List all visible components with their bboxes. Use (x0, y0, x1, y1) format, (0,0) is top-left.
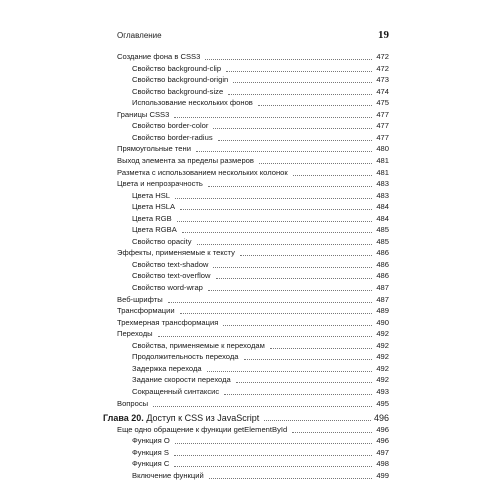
toc-page-number: 487 (376, 283, 389, 292)
toc-page-number: 486 (376, 271, 389, 281)
toc-entry-label: Границы CSS3 (117, 109, 170, 119)
toc-entry-label: Цвета RGBA (132, 225, 177, 235)
toc-page-number: 492 (376, 340, 389, 350)
toc-entry-label: Свойство text-shadow (132, 259, 209, 269)
toc-page-number: 485 (376, 225, 389, 235)
dot-leader (208, 289, 372, 291)
toc-entry-label: Свойство background-size (132, 86, 224, 96)
toc-entry-row (132, 236, 389, 248)
dot-leader (168, 301, 372, 303)
toc-entry-label: Цвета HSL (132, 190, 171, 200)
dot-leader (175, 197, 372, 199)
toc-entry-label: Цвета и непрозрачность (117, 179, 203, 189)
toc-entry-label: Создание фона в CSS3 (117, 52, 201, 61)
dot-leader (153, 405, 372, 407)
dot-leader (177, 220, 372, 222)
toc-page-number: 483 (376, 179, 389, 189)
dot-leader (205, 58, 372, 60)
toc-entry-label: Свойство border-radius (132, 132, 213, 142)
toc-entry-label: Вопросы (117, 398, 149, 408)
toc-entry-label: Еще одно обращение к функции getElementById (117, 424, 288, 434)
running-header-title: Оглавление (117, 31, 162, 40)
dot-leader (197, 243, 372, 245)
toc-entry-row (132, 224, 389, 236)
toc-entry-label: Выход элемента за пределы размеров (117, 155, 254, 165)
toc-entry-label: Свойство word-wrap (132, 283, 203, 292)
toc-entry-row (117, 178, 389, 190)
toc-page-number: 499 (376, 470, 389, 480)
toc-page-number: 473 (376, 75, 389, 85)
toc-page-number: 492 (376, 329, 389, 339)
dot-leader (175, 442, 372, 444)
dot-leader (226, 70, 372, 72)
toc-page-number: 492 (376, 352, 389, 362)
dot-leader (180, 208, 372, 210)
dot-leader (174, 465, 372, 467)
dot-leader (174, 454, 372, 456)
toc-entry-row (132, 470, 389, 482)
dot-leader (180, 312, 372, 314)
toc-entry-row (132, 363, 389, 375)
toc-page-number: 486 (376, 248, 389, 258)
dot-leader (233, 81, 372, 83)
toc-entry-row (117, 398, 389, 410)
page-number: 19 (378, 29, 389, 41)
dot-leader (213, 127, 372, 129)
dot-leader (264, 419, 371, 421)
toc-page-number: 497 (376, 447, 389, 457)
toc-page-number: 490 (376, 317, 389, 327)
dot-leader (270, 347, 372, 349)
toc-entry-row (132, 201, 389, 213)
toc-entry-label: Свойства, применяемые к переходам (132, 340, 265, 350)
toc-page-number: 474 (376, 86, 389, 96)
dot-leader (196, 150, 372, 152)
toc-entry-label: Свойство text-overflow (132, 271, 211, 281)
dot-leader (218, 139, 372, 141)
dot-leader (207, 370, 372, 372)
toc-page-number: 495 (376, 398, 389, 408)
toc-entry-label: Разметка с использованием нескольких колонок (117, 167, 288, 177)
toc-entry-row (132, 340, 389, 352)
dot-leader (292, 431, 372, 433)
toc-entry-row (132, 447, 389, 459)
toc-entry-row (117, 51, 389, 63)
toc-entry-label: Цвета RGB (132, 213, 172, 223)
toc-entry-label: Свойство background-clip (132, 63, 222, 73)
toc-page-number: 493 (376, 386, 389, 396)
toc-entry-label: Прямоугольные тени (117, 144, 191, 154)
toc-entry-label: Функция S (132, 447, 169, 457)
toc-entry-label: Функция O (132, 436, 170, 446)
toc-page-number: 492 (376, 375, 389, 385)
dot-leader (223, 324, 372, 326)
toc-entry-row (132, 282, 389, 294)
toc-entry-label: Свойство background-origin (132, 75, 229, 85)
toc-entry-label: Веб-шрифты (117, 294, 163, 304)
chapter-number: Глава 20. (103, 413, 144, 424)
toc-entry-row (132, 63, 389, 75)
toc-entry-label: Переходы (117, 329, 153, 339)
toc-page-number: 486 (376, 259, 389, 269)
toc-entry-label: Функция C (132, 459, 170, 469)
toc-entry-label: Цвета HSLA (132, 202, 176, 212)
toc-entry-row (132, 270, 389, 282)
toc-entry-row (117, 143, 389, 155)
toc-page-number: 475 (376, 98, 389, 108)
toc-page-number: 498 (376, 459, 389, 469)
toc-page-number: 477 (376, 109, 389, 119)
toc-entry-row (117, 247, 389, 259)
toc-entry-row (132, 259, 389, 271)
toc-page-number: 496 (376, 436, 389, 446)
dot-leader (258, 104, 372, 106)
toc-entry-row (132, 435, 389, 447)
toc-entry-label: Трансформации (117, 306, 175, 316)
toc-entry-row (117, 305, 389, 317)
dot-leader (240, 254, 372, 256)
toc-page-number: 472 (376, 63, 389, 73)
toc-entry-label: Продолжительность перехода (132, 352, 239, 362)
toc-page-number: 472 (376, 52, 389, 61)
toc-entry-row (117, 317, 389, 329)
dot-leader (216, 277, 373, 279)
toc-entry-row (132, 97, 389, 109)
toc-entry-row (132, 120, 389, 132)
toc-page-number: 492 (376, 363, 389, 373)
toc-entry-label: Свойство opacity (132, 236, 192, 246)
toc-entry-label: Трехмерная трансформация (117, 317, 219, 327)
toc-entry-label: Использование нескольких фонов (132, 98, 253, 108)
toc-entry-label: Эффекты, применяемые к тексту (117, 248, 235, 258)
toc-page-number: 484 (376, 213, 389, 223)
dot-leader (293, 174, 372, 176)
dot-leader (224, 393, 372, 395)
toc-page-number: 477 (376, 121, 389, 131)
toc-page-number: 481 (376, 167, 389, 177)
toc-entry-label: Свойство border-color (132, 121, 209, 131)
toc-page-number: 477 (376, 132, 389, 142)
toc-entry-label: Задержка перехода (132, 363, 202, 373)
toc-entry-row (132, 132, 389, 144)
toc-page-number: 489 (376, 306, 389, 316)
toc-entry-row (132, 351, 389, 363)
toc-entry-row (132, 190, 389, 202)
toc-page-number: 496 (373, 413, 389, 424)
toc-entry-label: Сокращенный синтаксис (132, 386, 220, 396)
toc-entry-row (132, 458, 389, 470)
toc-entry-row (117, 155, 389, 167)
toc-page-number: 481 (376, 155, 389, 165)
toc-page-number: 480 (376, 144, 389, 154)
toc-page-number: 483 (376, 190, 389, 200)
dot-leader (228, 93, 372, 95)
dot-leader (259, 162, 372, 164)
toc-entry-row (117, 167, 389, 179)
dot-leader (244, 358, 372, 360)
dot-leader (213, 266, 372, 268)
toc-entry-row (117, 294, 389, 306)
toc-entry-label: Включение функций (132, 470, 204, 480)
toc-page-number: 484 (376, 202, 389, 212)
toc-entry-row (117, 109, 389, 121)
dot-leader (182, 231, 372, 233)
toc-entry-row (132, 386, 389, 398)
dot-leader (158, 335, 372, 337)
toc-entry-row (132, 374, 389, 386)
toc-page-number: 487 (376, 294, 389, 304)
dot-leader (208, 185, 372, 187)
dot-leader (236, 381, 372, 383)
toc-page-number: 485 (376, 236, 389, 246)
toc-entry-row (117, 328, 389, 340)
dot-leader (174, 116, 372, 118)
toc-entry-row (132, 86, 389, 98)
toc-page-number: 496 (376, 424, 389, 434)
dot-leader (209, 477, 372, 479)
toc-entry-row (132, 74, 389, 86)
toc-entry-row (117, 424, 389, 436)
toc-entry-row (132, 213, 389, 225)
toc-entry-label: Задание скорости перехода (132, 375, 231, 385)
chapter-title: Доступ к CSS из JavaScript (146, 413, 260, 424)
